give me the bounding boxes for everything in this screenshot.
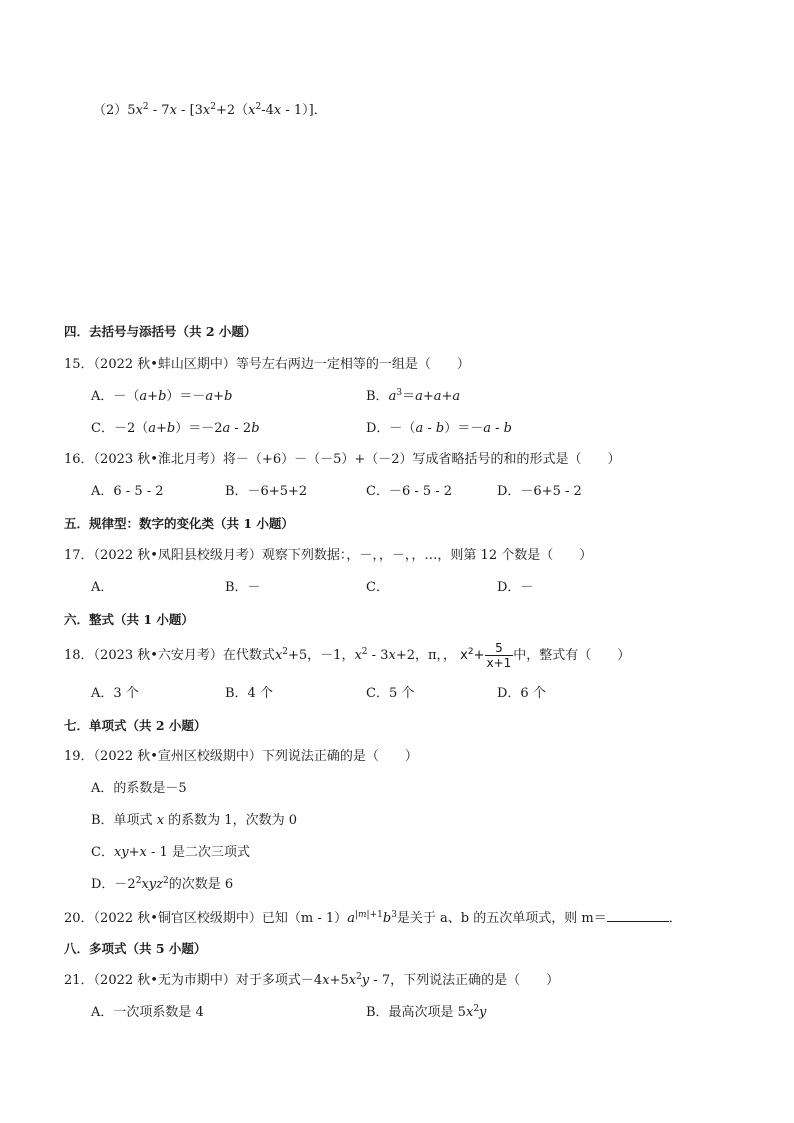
q15-option-b: B．$a^3=a+a+a$	[366, 388, 461, 404]
q19-option-d: D．$-2^2xyz^2$的次数是 6	[91, 876, 234, 892]
q21-option-a: A．一次项系数是 4	[91, 1005, 204, 1020]
q15-option-a: A．－（a+b）＝－a+b	[91, 389, 233, 404]
q18-expression: $x^2+$ $\frac{5}{x+1}$	[460, 641, 512, 670]
section-heading-6: 六．整式（共 1 小题）	[64, 612, 194, 627]
question-15-stem: 15．（2022 秋•蚌山区期中）等号左右两边一定相等的一组是（ ）	[64, 357, 470, 372]
q19-option-c: C．xy+x - 1 是二次三项式	[91, 845, 250, 860]
question-18-stem: 18．（2023 秋•六安月考）在代数式$x^2+5$，－1，$x^2 - 3x+2$，π，， $x^2+$ $\frac{5}{x+1}$ 中，整式有（ ）	[64, 641, 631, 670]
section-heading-8: 八．多项式（共 5 小题）	[64, 941, 207, 956]
section-heading-7: 七．单项式（共 2 小题）	[64, 718, 207, 733]
section-heading-4: 四．去括号与添括号（共 2 小题）	[64, 324, 257, 339]
question-16-stem: 16．（2023 秋•淮北月考）将－（+6）－（－5）+（－2）写成省略括号的和的形式是（ ）	[64, 452, 621, 467]
answer-blank[interactable]	[607, 909, 669, 922]
q17-option-b: B．－	[225, 580, 261, 595]
q18-option-a: A．3 个	[91, 686, 139, 701]
q17-option-a: A．	[91, 580, 114, 595]
q20-stem-end: 是关于 a、b 的五次单项式，则 m＝	[396, 911, 607, 926]
q20-period: ．	[668, 911, 682, 926]
q15-option-c: C．－2（a+b）＝－2a - 2b	[91, 421, 260, 436]
q18-option-c: C．5 个	[366, 686, 415, 701]
q21-option-b: B．最高次项是 $5x^2y$	[366, 1004, 487, 1020]
q19-option-a: A．的系数是－5	[91, 781, 187, 796]
q20-stem-intro: 20．（2022 秋•铜官区校级期中）已知（m - 1）	[64, 911, 348, 926]
q18-fraction-denominator: x+1	[486, 656, 512, 670]
q18-stem-intro: 18．（2023 秋•六安月考）在代数式	[64, 648, 275, 663]
q14-part2: $(2)5x^2 - 7x - [3x^2+2(x^2-4x - 1)]$．	[93, 102, 327, 118]
section-heading-5: 五．规律型：数字的变化类（共 1 小题）	[64, 516, 294, 531]
q18-option-d: D．6 个	[497, 686, 546, 701]
q17-option-c: C．	[366, 580, 389, 595]
q19-option-b: B．单项式 x 的系数为 1，次数为 0	[91, 813, 297, 828]
question-21-stem: 21．（2022 秋•无为市期中）对于多项式$-4x+5x^2y - 7$，下列说法正确的是（ ）	[64, 972, 560, 988]
q18-fraction-numerator: 5	[485, 641, 514, 656]
q18-stem-end: 中，整式有（ ）	[513, 648, 631, 663]
question-19-stem: 19．（2022 秋•宣州区校级期中）下列说法正确的是（ ）	[64, 749, 418, 764]
q15-option-d: D．－（a - b）＝－a - b	[366, 421, 512, 436]
q18-fraction	[485, 641, 514, 670]
q16-option-b: B．－6+5+2	[225, 484, 308, 499]
q16-option-a: A．6 - 5 - 2	[91, 484, 164, 499]
q18-option-b: B．4 个	[225, 686, 273, 701]
question-20-stem: 20．（2022 秋•铜官区校级期中）已知$(m - 1)a^{|m|+1}b^3$是关于 a、b 的五次单项式，则 m＝ ．	[64, 910, 682, 926]
q16-option-d: D．－6+5 - 2	[497, 484, 582, 499]
q17-option-d: D．－	[497, 580, 534, 595]
q16-option-c: C．－6 - 5 - 2	[366, 484, 453, 499]
question-17-stem: 17．（2022 秋•凤阳县校级月考）观察下列数据：，－，，－，，…，则第 12 个数是（ ）	[64, 548, 593, 563]
